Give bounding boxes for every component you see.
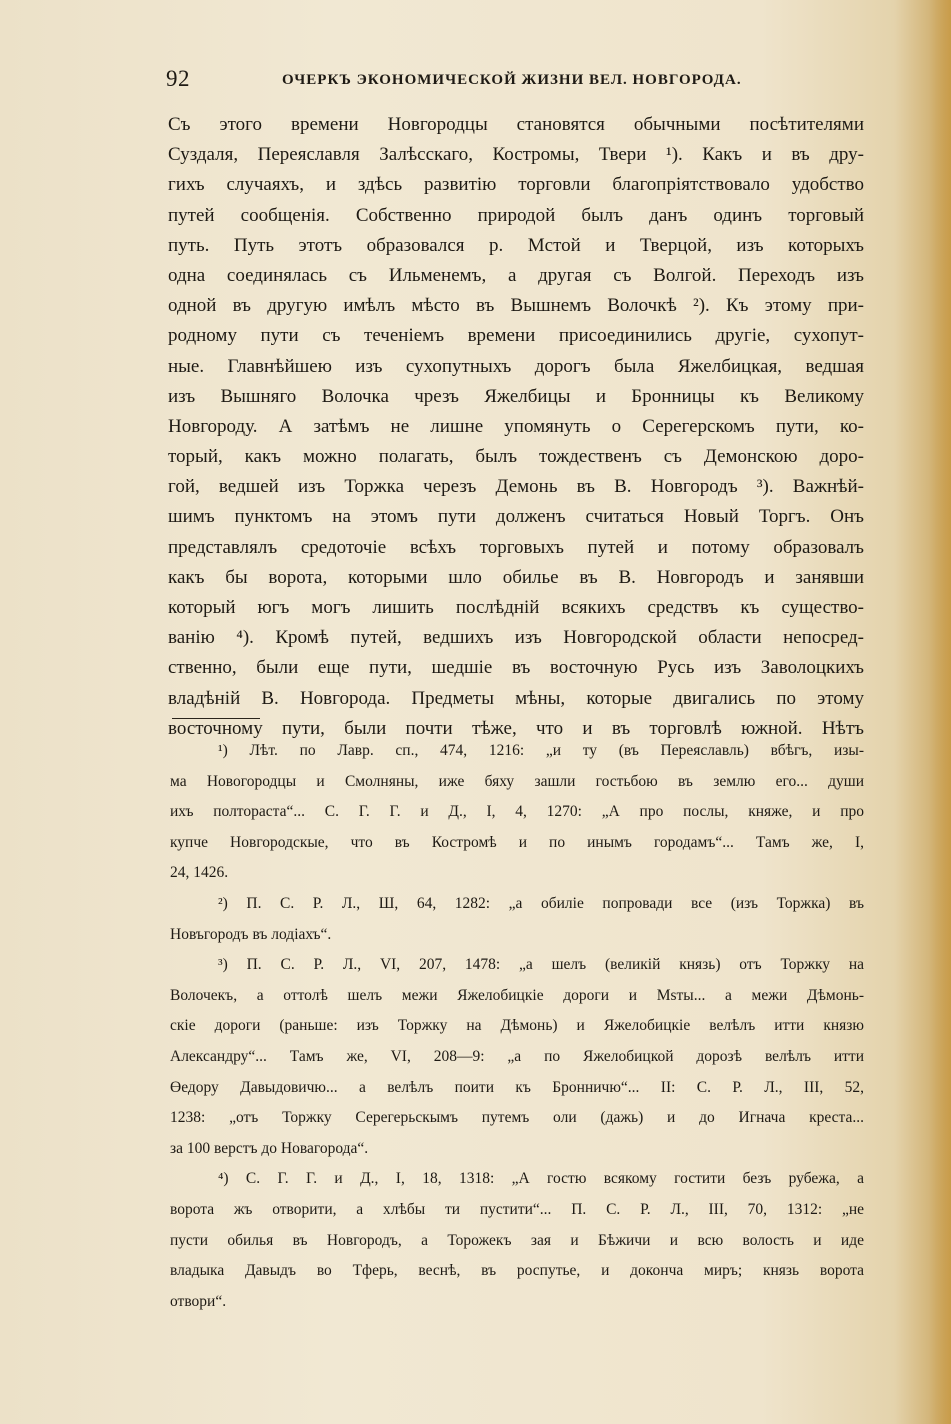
footnote-line: 1238: „отъ Торжку Серегерьскымъ путемъ оли (дажь) и до Игнача креста... [170, 1109, 864, 1127]
footnote-line: ²) П. С. Р. Л., Ш, 64, 1282: „а обиліе попровади все (изъ Торжка) въ [218, 894, 864, 912]
text-line: восточному пути, были почти тѣже, что и въ торговлѣ южной. Нѣтъ [168, 717, 864, 739]
page-header [160, 66, 742, 98]
footnote-line: Новъгородъ въ лодіахъ“. [170, 925, 332, 943]
text-line: который югъ могъ лишить послѣдній всякихъ средствъ къ существо- [168, 597, 864, 618]
footnote-line: 24, 1426. [170, 864, 229, 882]
text-line: торый, какъ можно полагать, былъ тождественъ съ Демонскою доро- [168, 446, 864, 468]
footnote-line: ³) П. С. Р. Л., VI, 207, 1478: „а шелъ (великій князь) отъ Торжку на [218, 956, 864, 974]
text-line: ные. Главнѣйшею изъ сухопутныхъ дорогъ была Яжелбицкая, ведшая [168, 355, 864, 377]
text-line: одной въ другую имѣлъ мѣсто въ Вышнемъ Волочкѣ ²). Къ этому при- [168, 295, 864, 317]
footnote-line: ма Новогородцы и Смолняны, иже бяху зашли гостьбою въ землю его... души [170, 772, 864, 790]
footnotes [170, 736, 864, 1317]
footnote-line: Өедору Давыдовичю... а велѣлъ поити къ Бронничю“... II: С. Р. Л., III, 52, [170, 1078, 864, 1096]
footnote-line: ¹) Лѣт. по Лавр. сп., 474, 1216: „и ту (въ Переяславль) вбѣгъ, изы- [218, 742, 864, 759]
text-line: путь. Путь этотъ образовался р. Мстой и Тверцой, изъ которыхъ [168, 234, 864, 256]
text-line: ственно, были еще пути, шедшіе въ восточную Русь изъ Заволоцкихъ [168, 657, 864, 679]
footnote-line: Волочекъ, а оттолѣ шелъ межи Яжелобицкіе дороги и Msты... а межи Дѣмонь- [170, 986, 864, 1004]
text-line: гихъ случаяхъ, и здѣсь развитію торговли благопріятствовало удобство [168, 174, 864, 196]
footnote-line: ворота жъ отворити, а хлѣбы ти пустити“... П. С. Р. Л., III, 70, 1312: „не [170, 1200, 864, 1218]
text-line: представлялъ средоточіе всѣхъ торговыхъ путей и потому образовалъ [168, 536, 864, 558]
text-line: одна соединялась съ Ильменемъ, а другая съ Волгой. Переходъ изъ [168, 264, 864, 286]
main-text [168, 110, 864, 744]
footnote-line: отвори“. [170, 1292, 227, 1310]
text-line: какъ бы ворота, которыми шло обилье въ В. Новгородъ и занявши [168, 566, 864, 588]
footnote-line: владыка Давыдъ во Тферь, веснѣ, въ роспутье, и докончa миръ; князь ворота [170, 1262, 864, 1280]
text-line: изъ Вышняго Волочка чрезъ Яжелбицы и Бронницы къ Великому [168, 385, 864, 407]
text-line: владѣній В. Новгорода. Предметы мѣны, которые двигались по этому [168, 687, 864, 709]
running-title: ОЧЕРКЪ ЭКОНОМИЧЕСКОЙ ЖИЗНИ ВЕЛ. НОВГОРОДА. [282, 72, 742, 88]
footnote-line: ⁴) С. Г. Г. и Д., I, 18, 1318: „А гостю всякому гостити безъ рубежа, а [218, 1170, 864, 1188]
text-line: Новгороду. А затѣмъ не лишне упомянуть о Серегерскомъ пути, ко- [168, 415, 864, 437]
footnote-separator-rule [172, 718, 260, 719]
footnote-line: скіе дороги (раньше: изъ Торжку на Дѣмонь) и Яжелобицкіе велѣлъ итти князю [170, 1017, 864, 1035]
footnote-line: пусти обилья въ Новгородъ, а Торожекъ зая и Бѣжичи и всю волость и иде [170, 1231, 864, 1249]
text-line: путей сообщенія. Собственно природой былъ данъ одинъ торговый [168, 204, 864, 226]
text-line: родному пути съ теченіемъ времени присоединились другіе, сухопут- [168, 325, 864, 347]
text-line: гой, ведшей изъ Торжка черезъ Демонь въ В. Новгородъ ³). Важнѣй- [168, 476, 864, 498]
page-number: 92 [166, 66, 190, 91]
text-line: шимъ пунктомъ на этомъ пути долженъ считаться Новый Торгъ. Онъ [168, 506, 864, 528]
footnote-line: за 100 верстъ до Новагорода“. [170, 1139, 369, 1157]
text-line: ванію ⁴). Кромѣ путей, ведшихъ изъ Новгородской области непосред- [168, 627, 864, 649]
footnote-line: ихъ полтораста“... С. Г. Г. и Д., I, 4, 1270: „А про послы, княже, и про [170, 803, 864, 821]
text-line: Съ этого времени Новгородцы становятся обычными посѣтителями [168, 114, 864, 135]
text-line: Суздаля, Переяславля Залѣсскаго, Костромы, Твери ¹). Какъ и въ дру- [168, 144, 864, 166]
footnote-line: Александру“... Тамъ же, VI, 208—9: „а по Яжелобицкой дорозѣ велѣлъ итти [170, 1047, 864, 1065]
footnote-line: купче Новгородскые, что въ Костромѣ и по инымъ городамъ“... Тамъ же, I, [170, 833, 864, 851]
page-edge-shading [929, 0, 951, 1424]
